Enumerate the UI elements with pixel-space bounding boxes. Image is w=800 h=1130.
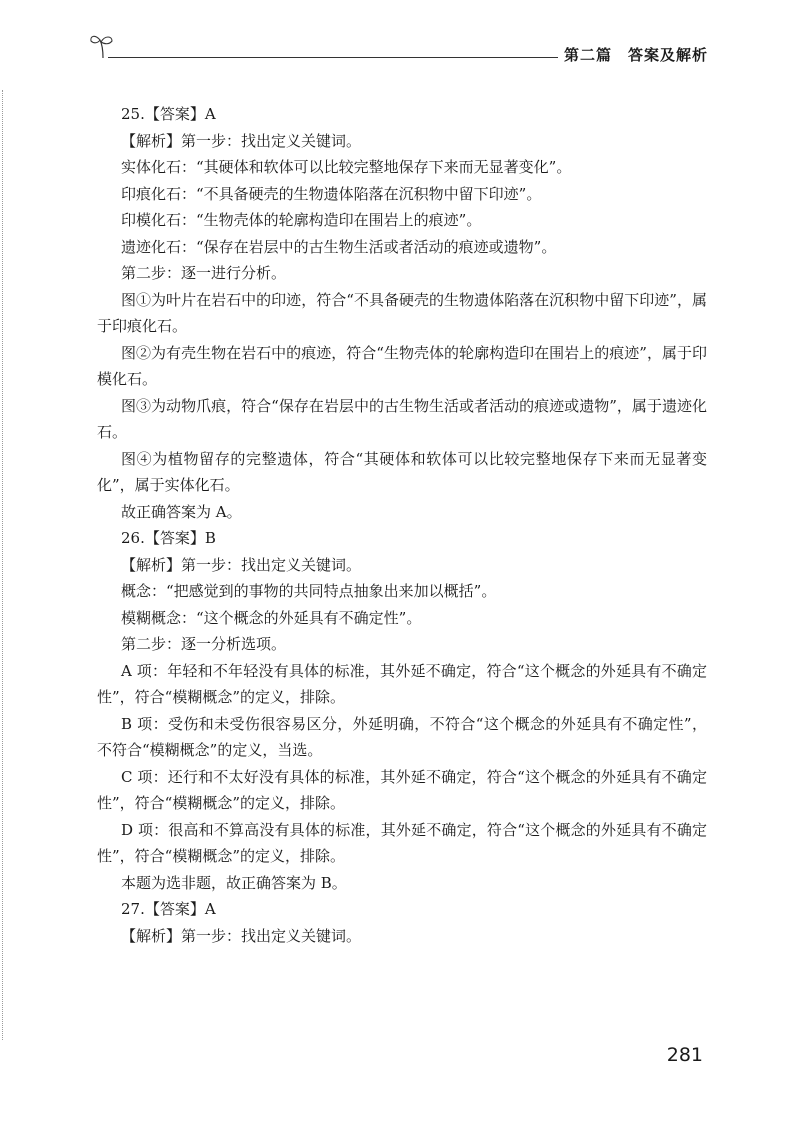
paragraph: 【解析】第一步：找出定义关键词。 (121, 131, 362, 150)
paragraph: 图③为动物爪痕，符合“保存在岩层中的古生物生活或者活动的痕迹或遗物”，属于遗迹化石。 (97, 396, 707, 441)
paragraph: 第二步：逐一分析选项。 (121, 635, 287, 653)
paragraph: A 项：年轻和不年轻没有具体的标准，其外延不确定，符合“这个概念的外延具有不确定性”，符合“模糊概念”的定义，排除。 (97, 661, 707, 706)
paragraph: 26.【答案】B (121, 529, 216, 547)
margin-dots (2, 90, 5, 1040)
paragraph: 概念：“把感觉到的事物的共同特点抽象出来加以概括”。 (121, 582, 497, 600)
paragraph: 第二步：逐一进行分析。 (121, 264, 287, 282)
paragraph: 遗迹化石：“保存在岩层中的古生物生活或者活动的痕迹或遗物”。 (121, 237, 557, 256)
page-header (88, 30, 708, 70)
paragraph: 模糊概念：“这个概念的外延具有不确定性”。 (121, 608, 422, 627)
paragraph: 实体化石：“其硬体和软体可以比较完整地保存下来而无显著变化”。 (121, 158, 572, 176)
paragraph: 27.【答案】A (121, 900, 216, 918)
paragraph: 图④为植物留存的完整遗体，符合“其硬体和软体可以比较完整地保存下来而无显著变化”，属于实体化石。 (97, 449, 707, 494)
paragraph: 图①为叶片在岩石中的印迹，符合“不具备硬壳的生物遗体陷落在沉积物中留下印迹”，属于印痕化石。 (97, 290, 707, 335)
paragraph: 故正确答案为 A。 (121, 502, 242, 521)
page-number: 281 (666, 1044, 703, 1066)
paragraph: 本题为选非题，故正确答案为 B。 (121, 873, 347, 892)
page-content (97, 101, 707, 949)
sprout-icon (88, 30, 118, 64)
paragraph: B 项：受伤和未受伤很容易区分，外延明确，不符合“这个概念的外延具有不确定性”，不符合“模糊概念”的定义，当选。 (97, 714, 707, 759)
paragraph: 【解析】第一步：找出定义关键词。 (121, 926, 362, 945)
paragraph: 【解析】第一步：找出定义关键词。 (121, 555, 362, 574)
paragraph: 25.【答案】A (121, 105, 216, 123)
header-rule (108, 57, 558, 58)
header-title: 第二篇 答案及解析 (563, 46, 708, 64)
paragraph: 印痕化石：“不具备硬壳的生物遗体陷落在沉积物中留下印迹”。 (121, 184, 542, 203)
paragraph: 印模化石：“生物壳体的轮廓构造印在围岩上的痕迹”。 (121, 211, 482, 229)
paragraph: 图②为有壳生物在岩石中的痕迹，符合“生物壳体的轮廓构造印在围岩上的痕迹”，属于印模化石。 (97, 343, 707, 388)
paragraph: C 项：还行和不太好没有具体的标准，其外延不确定，符合“这个概念的外延具有不确定性”，符合“模糊概念”的定义，排除。 (97, 767, 707, 812)
paragraph: D 项：很高和不算高没有具体的标准，其外延不确定，符合“这个概念的外延具有不确定性”，符合“模糊概念”的定义，排除。 (97, 820, 707, 865)
